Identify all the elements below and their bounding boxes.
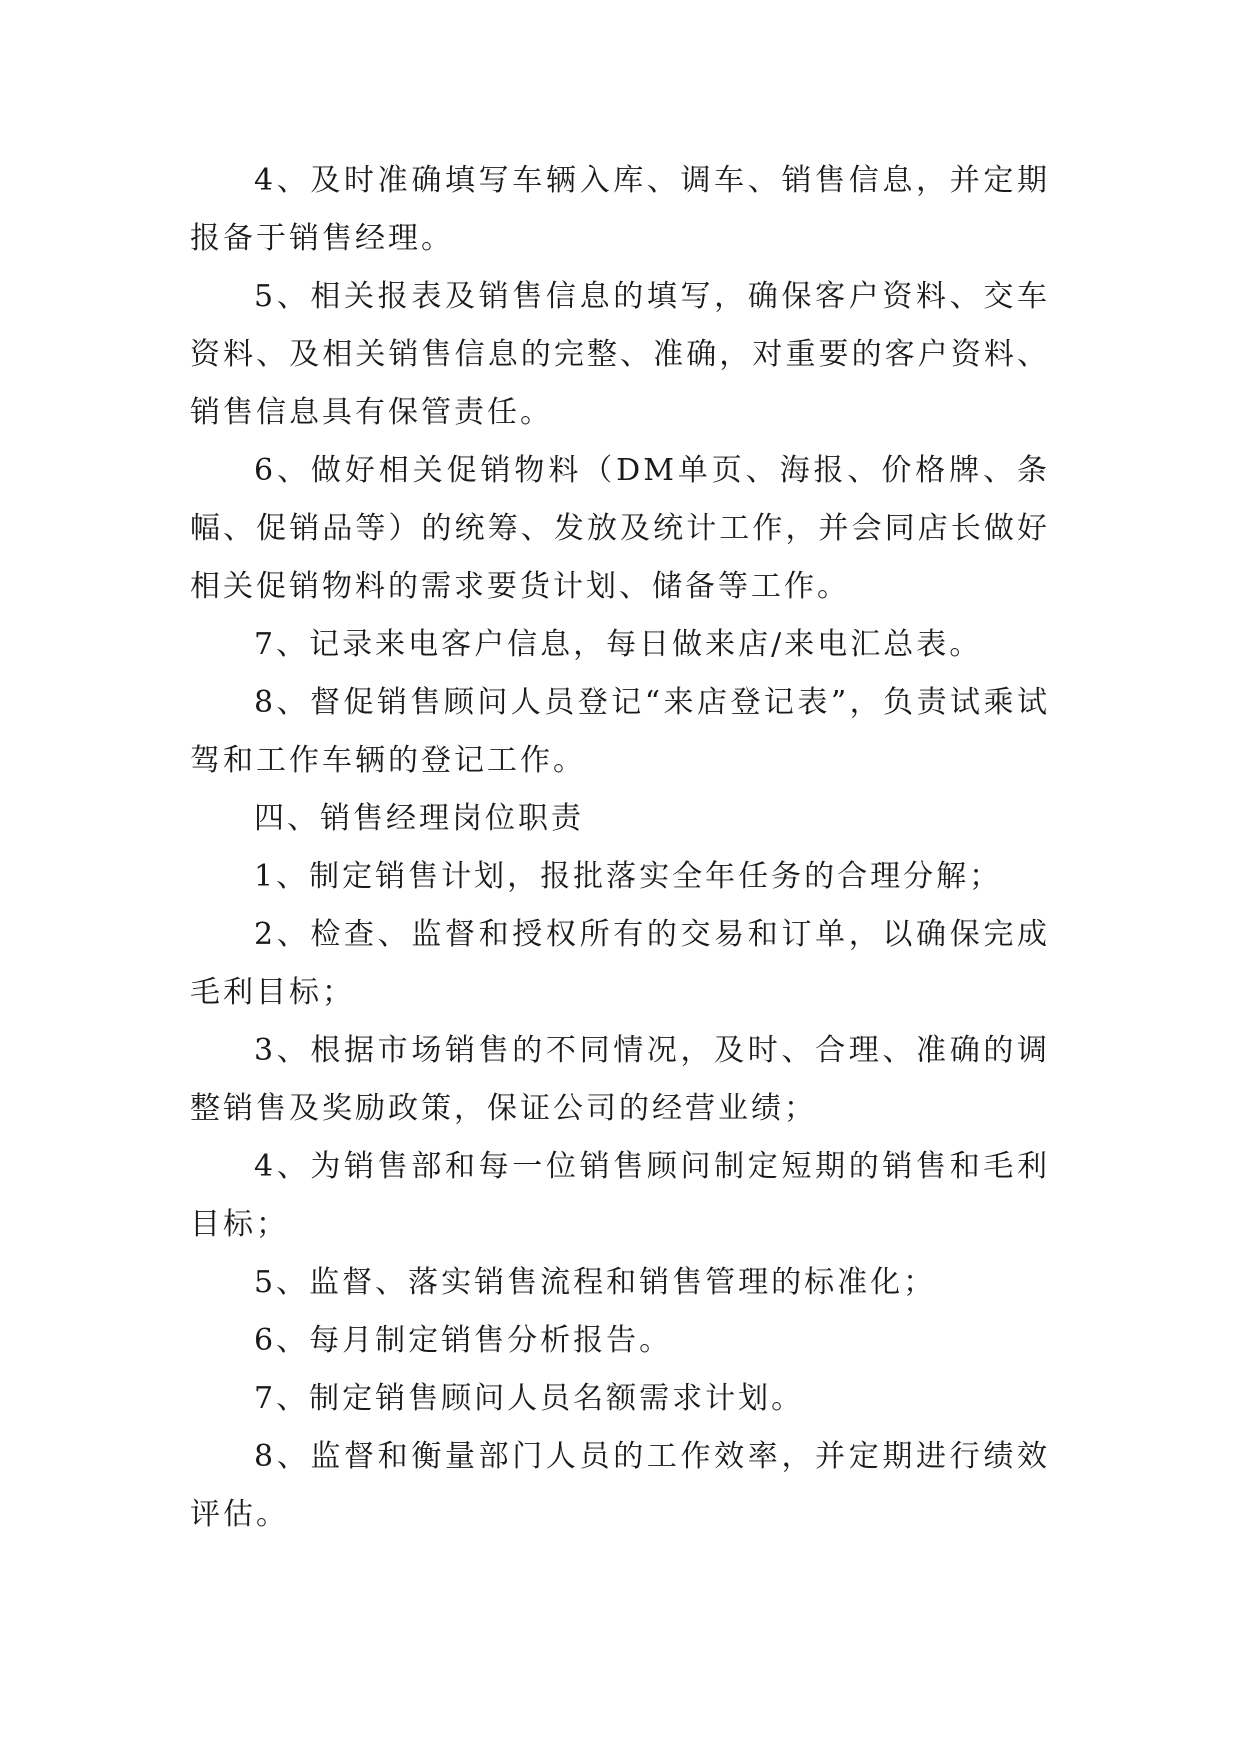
paragraph-item-6-promo-materials: 6、做好相关促销物料（DM单页、海报、价格牌、条幅、促销品等）的统筹、发放及统计工作，并会同店长做好相关促销物料的需求要货计划、储备等工作。: [190, 453, 1050, 604]
paragraph-item-4-record-vehicle-info: 4、及时准确填写车辆入库、调车、销售信息，并定期报备于销售经理。: [190, 163, 1050, 256]
paragraph-manager-item-4: 4、为销售部和每一位销售顾问制定短期的销售和毛利目标；: [190, 1149, 1050, 1242]
paragraph-manager-item-7: 7、制定销售顾问人员名额需求计划。: [254, 1381, 805, 1416]
document-body: [190, 152, 1050, 1544]
paragraph-item-5-report-forms: 5、相关报表及销售信息的填写，确保客户资料、交车资料、及相关销售信息的完整、准确，对重要的客户资料、销售信息具有保管责任。: [190, 279, 1050, 430]
paragraph-manager-item-5: 5、监督、落实销售流程和销售管理的标准化；: [254, 1265, 937, 1300]
paragraph-manager-item-3: 3、根据市场销售的不同情况，及时、合理、准确的调整销售及奖励政策，保证公司的经营业绩；: [190, 1033, 1050, 1126]
paragraph-item-7-call-records: 7、记录来电客户信息，每日做来店/来电汇总表。: [254, 627, 983, 662]
paragraph-manager-item-2: 2、检查、监督和授权所有的交易和订单，以确保完成毛利目标；: [190, 917, 1050, 1010]
paragraph-manager-item-6: 6、每月制定销售分析报告。: [254, 1323, 673, 1358]
paragraph-item-8-visitor-register: 8、督促销售顾问人员登记“来店登记表”，负责试乘试驾和工作车辆的登记工作。: [190, 685, 1050, 778]
paragraph-manager-item-1: 1、制定销售计划，报批落实全年任务的合理分解；: [254, 859, 1003, 894]
paragraph-manager-item-8: 8、监督和衡量部门人员的工作效率，并定期进行绩效评估。: [190, 1439, 1050, 1532]
section-heading-sales-manager: 四、销售经理岗位职责: [254, 801, 584, 836]
